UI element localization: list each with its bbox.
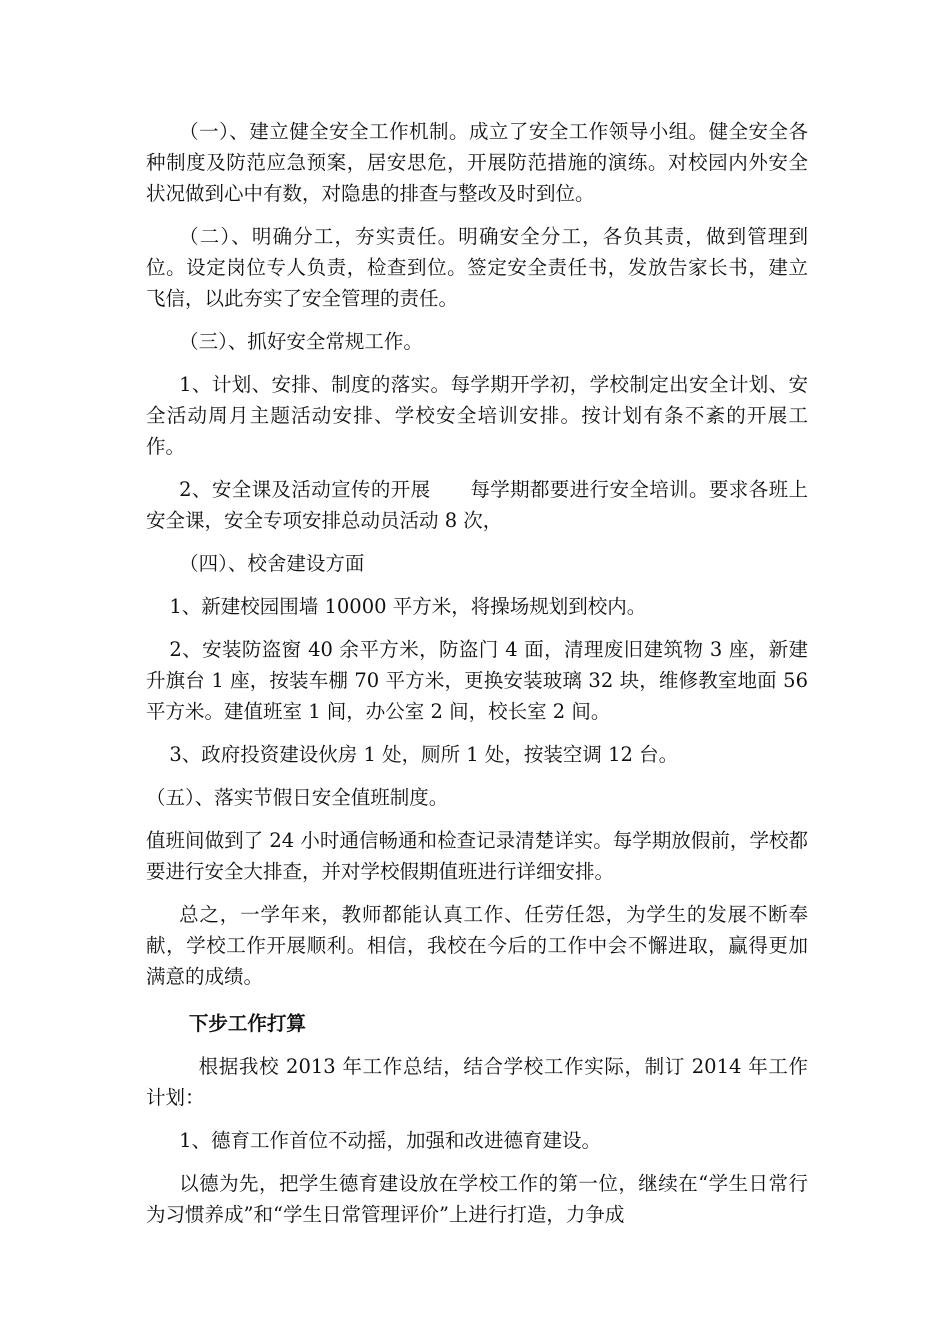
paragraph-government-investment: 3、政府投资建设伙房 1 处，厕所 1 处，按装空调 12 台。 (169, 743, 679, 766)
paragraph-holiday-duty-heading: （五）、落实节假日安全值班制度。 (146, 786, 449, 809)
paragraph-safety-courses: 2、安全课及活动宣传的开展 每学期都要进行安全培训。要求各班上安全课，安全专项安排总动员活动 8 次， (146, 478, 808, 532)
paragraph-safety-routine-heading: （三）、抓好安全常规工作。 (179, 330, 423, 353)
paragraph-moral-education-heading: 1、德育工作首位不动摇，加强和改进德育建设。 (179, 1129, 602, 1152)
paragraph-buildings-heading: （四）、校舍建设方面 (179, 552, 365, 575)
paragraph-work-plan-intro: 根据我校 2013 年工作总结，结合学校工作实际，制订 2014 年工作计划： (146, 1055, 808, 1109)
paragraph-division-of-duties: （二）、明确分工，夯实责任。明确安全分工，各负其责，做到管理到位。设定岗位专人负责，检查到位。签定安全责任书，发放告家长书，建立飞信，以此夯实了安全管理的责任。 (146, 225, 808, 310)
document-page (146, 116, 808, 1230)
section-heading-next-steps: 下步工作打算 (188, 1012, 306, 1035)
paragraph-security-installations: 2、安装防盗窗 40 余平方米，防盗门 4 面，清理废旧建筑物 3 座，新建升旗台 1 座，按装车棚 70 平方米，更换安装玻璃 32 块，维修教室地面 56 平方米。建值班室 1 间，办公室 2 间，校长室 2 间。 (146, 638, 808, 723)
paragraph-moral-education-details: 以德为先，把学生德育建设放在学校工作的第一位，继续在“学生日常行为习惯养成”和“学生日常管理评价”上进行打造，力争成 (146, 1172, 808, 1226)
paragraph-new-wall: 1、新建校园围墙 10000 平方米，将操场规划到校内。 (169, 595, 647, 618)
paragraph-plan-implementation: 1、计划、安排、制度的落实。每学期开学初，学校制定出安全计划、安全活动周月主题活动安排、学校安全培训安排。按计划有条不紊的开展工作。 (146, 373, 808, 458)
paragraph-safety-mechanism: （一）、建立健全安全工作机制。成立了安全工作领导小组。健全安全各种制度及防范应急预案，居安思危，开展防范措施的演练。对校园内外安全状况做到心中有数，对隐患的排查与整改及时到位。 (146, 120, 808, 205)
paragraph-duty-details: 值班间做到了 24 小时通信畅通和检查记录清楚详实。每学期放假前，学校都要进行安全大排查，并对学校假期值班进行详细安排。 (146, 829, 808, 883)
paragraph-summary: 总之，一学年来，教师都能认真工作、任劳任怨，为学生的发展不断奉献，学校工作开展顺利。相信，我校在今后的工作中会不懈进取，赢得更加满意的成绩。 (146, 903, 808, 988)
